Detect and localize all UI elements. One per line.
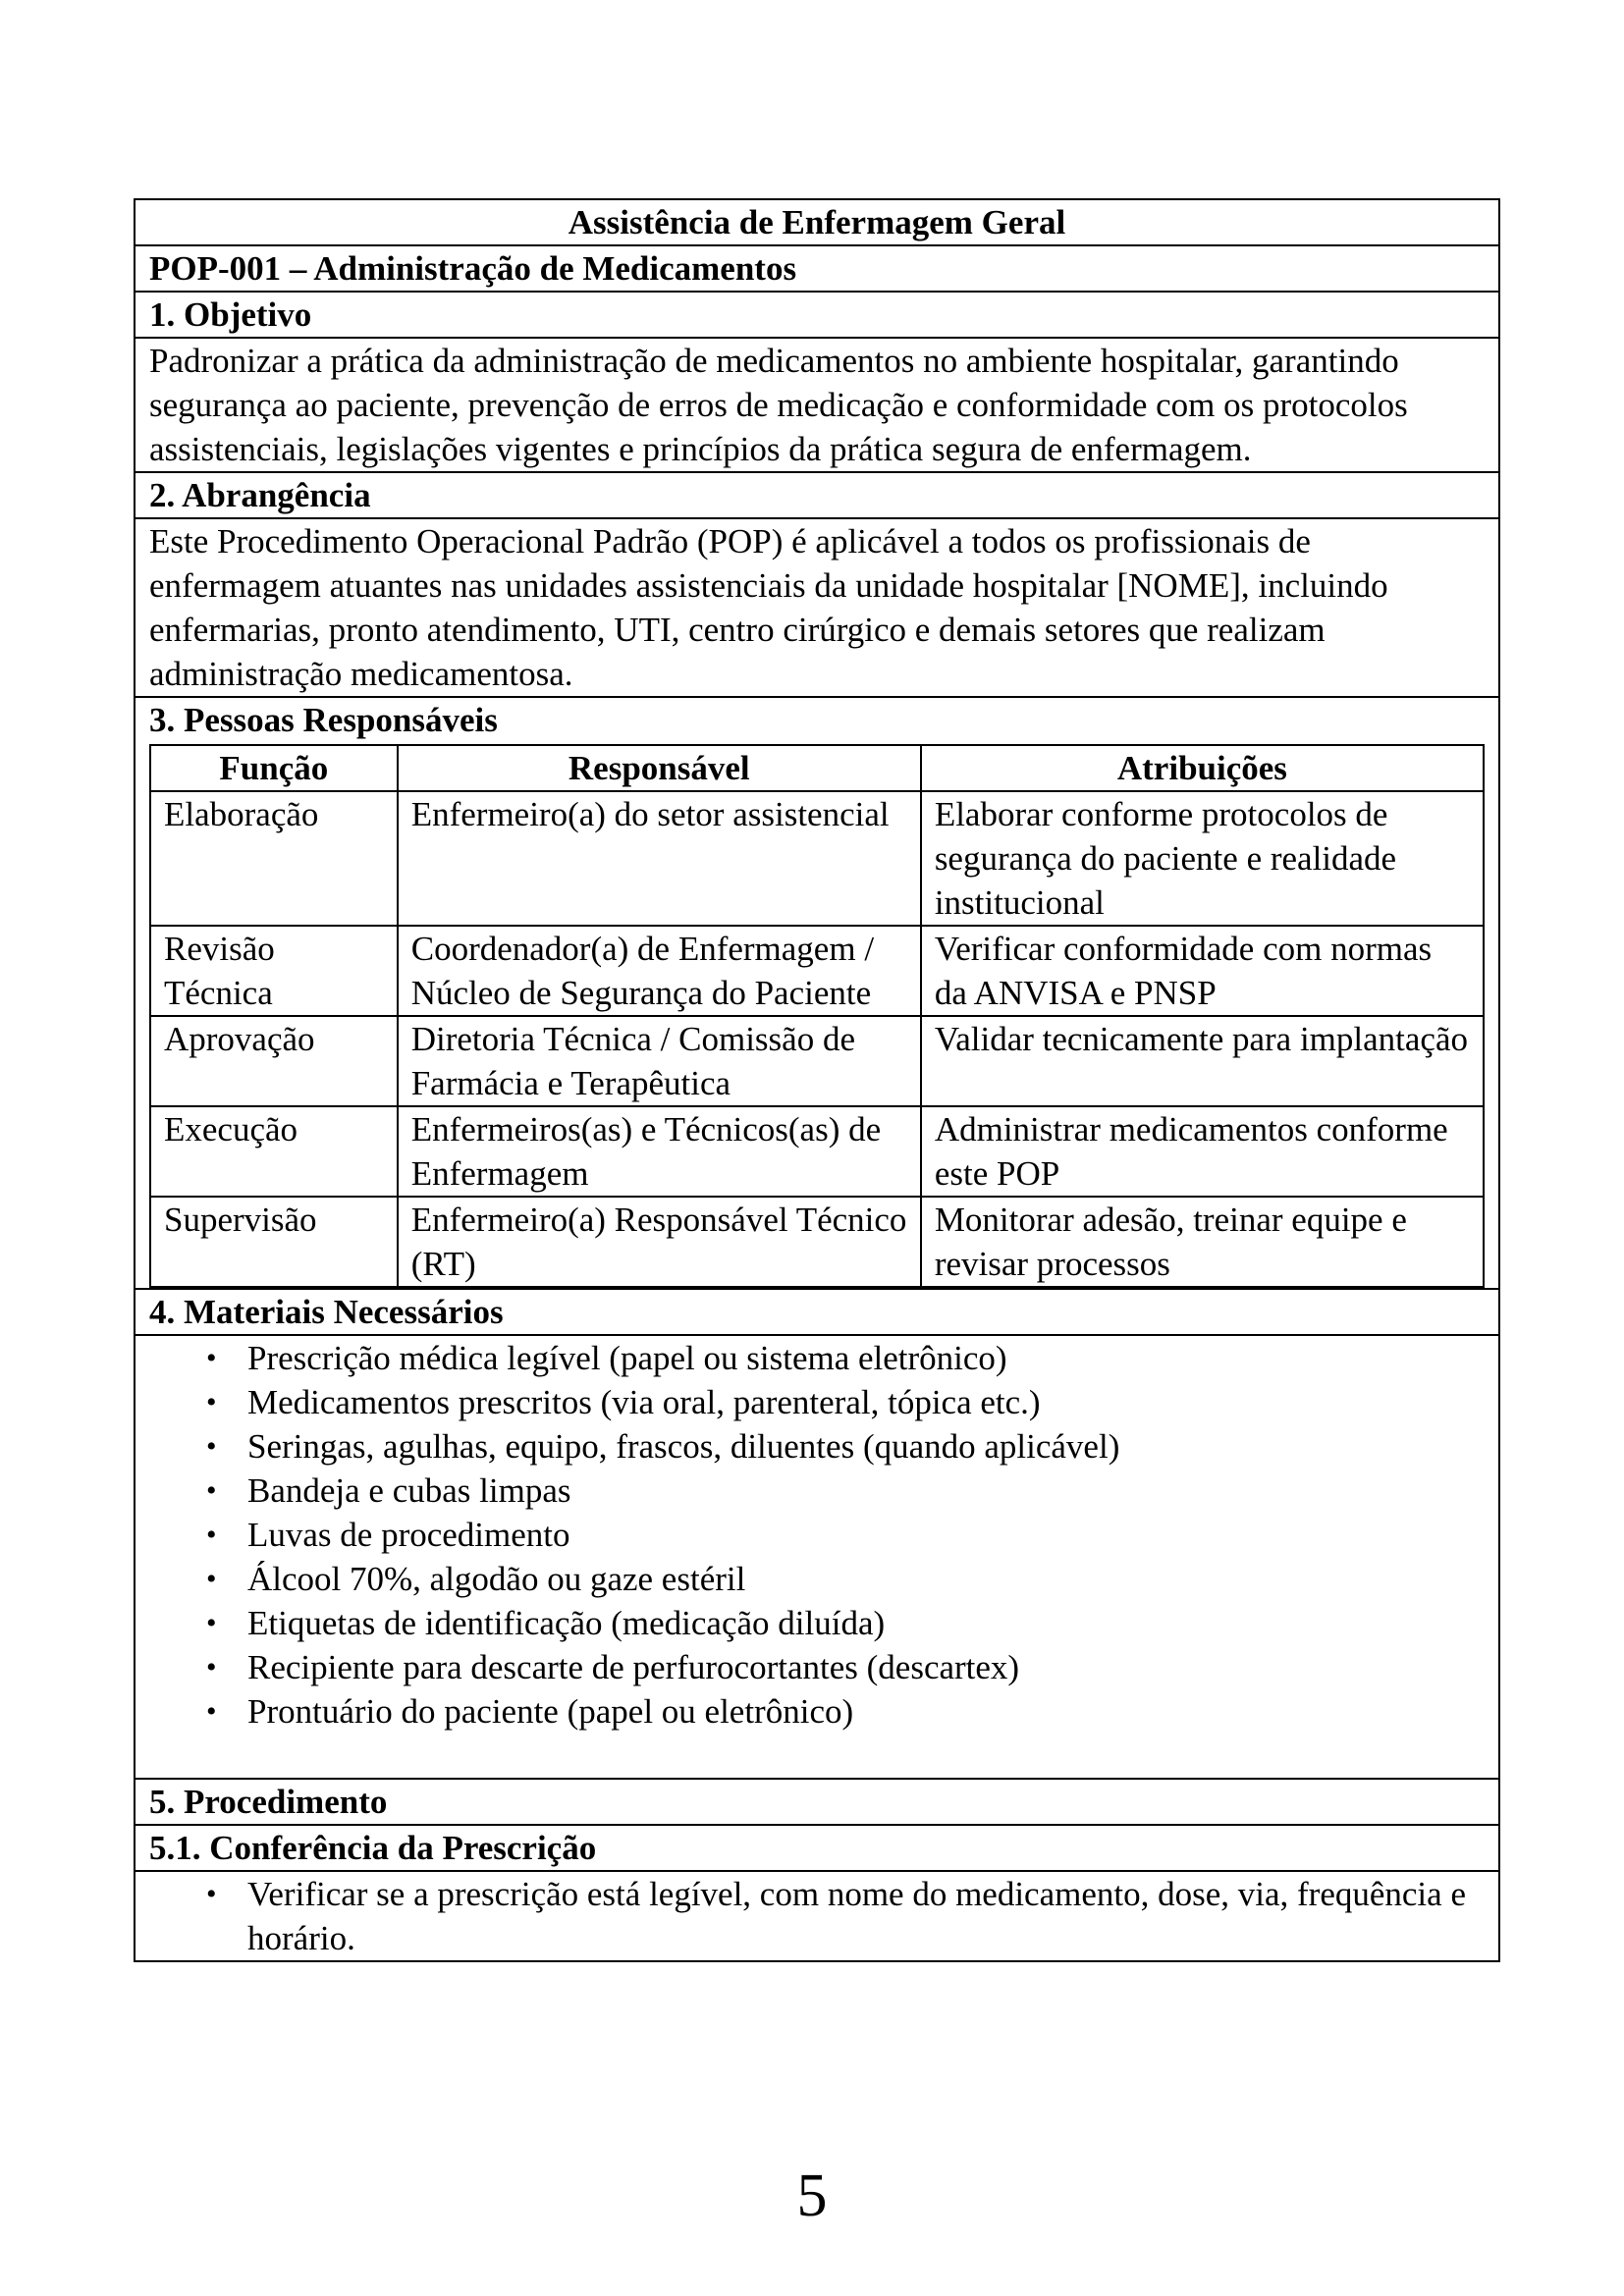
procedimento-list-cell: [135, 1871, 1499, 1961]
responsaveis-header-row: [150, 745, 1484, 791]
list-item: • Etiquetas de identificação (medicação diluída): [247, 1601, 1485, 1645]
column-header-responsavel: Responsável: [398, 745, 921, 791]
cell-atribuicoes: Verificar conformidade com normas da ANVISA e PNSP: [921, 926, 1484, 1016]
section-heading-responsaveis: 3. Pessoas Responsáveis: [149, 701, 498, 739]
table-row: [150, 1197, 1484, 1287]
materiais-list-cell: [135, 1335, 1499, 1779]
cell-responsavel: Coordenador(a) de Enfermagem / Núcleo de Segurança do Paciente: [398, 926, 921, 1016]
responsaveis-table: [149, 744, 1485, 1288]
subsection-heading-conferencia: 5.1. Conferência da Prescrição: [135, 1825, 1499, 1871]
materiais-list: [149, 1336, 1485, 1734]
cell-responsavel: Enfermeiros(as) e Técnicos(as) de Enfermagem: [398, 1106, 921, 1197]
cell-funcao: Execução: [150, 1106, 398, 1197]
list-item: • Medicamentos prescritos (via oral, parenteral, tópica etc.): [247, 1380, 1485, 1424]
table-row: [150, 1106, 1484, 1197]
section-responsaveis: [135, 697, 1499, 1289]
pop-title: POP-001 – Administração de Medicamentos: [135, 245, 1499, 292]
cell-funcao: Revisão Técnica: [150, 926, 398, 1016]
procedimento-list: [149, 1872, 1485, 1960]
cell-funcao: Elaboração: [150, 791, 398, 926]
pop-document-table: [134, 198, 1500, 1962]
section-heading-materiais: 4. Materiais Necessários: [135, 1289, 1499, 1335]
section-text-abrangencia: Este Procedimento Operacional Padrão (POP) é aplicável a todos os profissionais de enfermagem atuantes nas unidades assistenciais da unidade hospitalar [NOME], incluindo enfermarias, pronto atendimento, UTI, centro cirúrgico e demais setores que realizam administração medicamentosa.: [135, 518, 1499, 697]
list-item: • Recipiente para descarte de perfurocortantes (descartex): [247, 1645, 1485, 1689]
cell-funcao: Aprovação: [150, 1016, 398, 1106]
list-item: • Bandeja e cubas limpas: [247, 1468, 1485, 1513]
cell-atribuicoes: Administrar medicamentos conforme este POP: [921, 1106, 1484, 1197]
column-header-funcao: Função: [150, 745, 398, 791]
page-number: 5: [796, 2163, 828, 2229]
cell-funcao: Supervisão: [150, 1197, 398, 1287]
table-row: [150, 791, 1484, 926]
list-item: • Luvas de procedimento: [247, 1513, 1485, 1557]
list-item: • Prescrição médica legível (papel ou sistema eletrônico): [247, 1336, 1485, 1380]
cell-responsavel: Enfermeiro(a) do setor assistencial: [398, 791, 921, 926]
list-item: • Prontuário do paciente (papel ou eletrônico): [247, 1689, 1485, 1734]
cell-responsavel: Enfermeiro(a) Responsável Técnico (RT): [398, 1197, 921, 1287]
cell-atribuicoes: Validar tecnicamente para implantação: [921, 1016, 1484, 1106]
list-item: • Verificar se a prescrição está legível, com nome do medicamento, dose, via, frequência e horário.: [247, 1872, 1485, 1960]
section-heading-objetivo: 1. Objetivo: [135, 292, 1499, 338]
cell-atribuicoes: Elaborar conforme protocolos de segurança do paciente e realidade institucional: [921, 791, 1484, 926]
cell-responsavel: Diretoria Técnica / Comissão de Farmácia e Terapêutica: [398, 1016, 921, 1106]
table-row: [150, 926, 1484, 1016]
list-item: • Seringas, agulhas, equipo, frascos, diluentes (quando aplicável): [247, 1424, 1485, 1468]
table-row: [150, 1016, 1484, 1106]
cell-atribuicoes: Monitorar adesão, treinar equipe e revisar processos: [921, 1197, 1484, 1287]
section-text-objetivo: Padronizar a prática da administração de medicamentos no ambiente hospitalar, garantindo segurança ao paciente, prevenção de erros de medicação e conformidade com os protocolos assistenciais, legislações vigentes e princípios da prática segura de enfermagem.: [135, 338, 1499, 472]
list-item: • Álcool 70%, algodão ou gaze estéril: [247, 1557, 1485, 1601]
column-header-atribuicoes: Atribuições: [921, 745, 1484, 791]
section-heading-abrangencia: 2. Abrangência: [135, 472, 1499, 518]
section-heading-procedimento: 5. Procedimento: [135, 1779, 1499, 1825]
document-title: Assistência de Enfermagem Geral: [135, 199, 1499, 245]
